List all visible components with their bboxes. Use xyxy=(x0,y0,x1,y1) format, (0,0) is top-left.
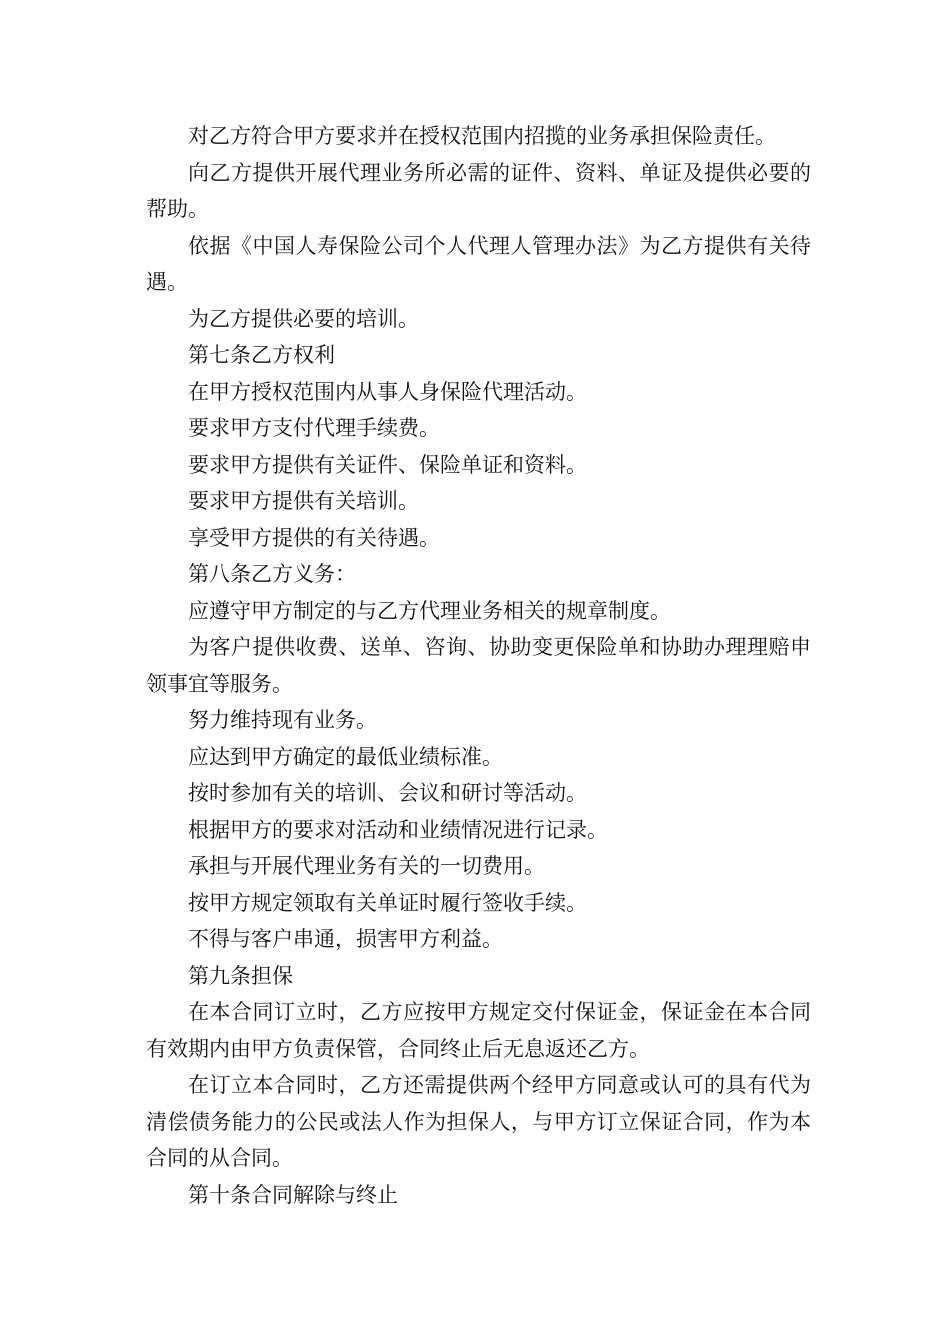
paragraph: 应达到甲方确定的最低业绩标准。 xyxy=(188,744,503,769)
document-body xyxy=(146,118,811,1213)
paragraph: 不得与客户串通，损害甲方利益。 xyxy=(188,927,503,951)
section-heading: 第九条担保 xyxy=(188,963,293,988)
paragraph: 享受甲方提供的有关待遇。 xyxy=(188,525,440,550)
section-heading: 第八条乙方义务： xyxy=(188,562,356,586)
paragraph: 对乙方符合甲方要求并在授权范围内招揽的业务承担保险责任。 xyxy=(188,124,776,148)
paragraph: 要求甲方提供有关培训。 xyxy=(188,489,419,513)
paragraph: 在本合同订立时，乙方应按甲方规定交付保证金，保证金在本合同有效期内由甲方负责保管，合同终止后无息返还乙方。 xyxy=(146,1000,811,1061)
paragraph: 为乙方提供必要的培训。 xyxy=(188,306,419,331)
paragraph: 按甲方规定领取有关单证时履行签收手续。 xyxy=(188,890,587,915)
paragraph: 承担与开展代理业务有关的一切费用。 xyxy=(188,854,545,878)
paragraph: 向乙方提供开展代理业务所必需的证件、资料、单证及提供必要的帮助。 xyxy=(146,160,811,221)
paragraph: 为客户提供收费、送单、咨询、协助变更保险单和协助办理理赔申领事宜等服务。 xyxy=(146,635,811,696)
paragraph: 努力维持现有业务。 xyxy=(188,708,377,732)
section-heading: 第十条合同解除与终止 xyxy=(188,1182,398,1207)
paragraph: 应遵守甲方制定的与乙方代理业务相关的规章制度。 xyxy=(188,598,671,623)
paragraph: 在甲方授权范围内从事人身保险代理活动。 xyxy=(188,379,587,404)
paragraph: 根据甲方的要求对活动和业绩情况进行记录。 xyxy=(188,817,608,842)
paragraph: 依据《中国人寿保险公司个人代理人管理办法》为乙方提供有关待遇。 xyxy=(146,233,811,294)
paragraph: 在订立本合同时，乙方还需提供两个经甲方同意或认可的具有代为清偿债务能力的公民或法人作为担保人，与甲方订立保证合同，作为本合同的从合同。 xyxy=(146,1073,811,1170)
section-heading: 第七条乙方权利 xyxy=(188,343,335,367)
paragraph: 要求甲方提供有关证件、保险单证和资料。 xyxy=(188,452,587,477)
paragraph: 要求甲方支付代理手续费。 xyxy=(188,416,440,440)
paragraph: 按时参加有关的培训、会议和研讨等活动。 xyxy=(188,781,587,805)
